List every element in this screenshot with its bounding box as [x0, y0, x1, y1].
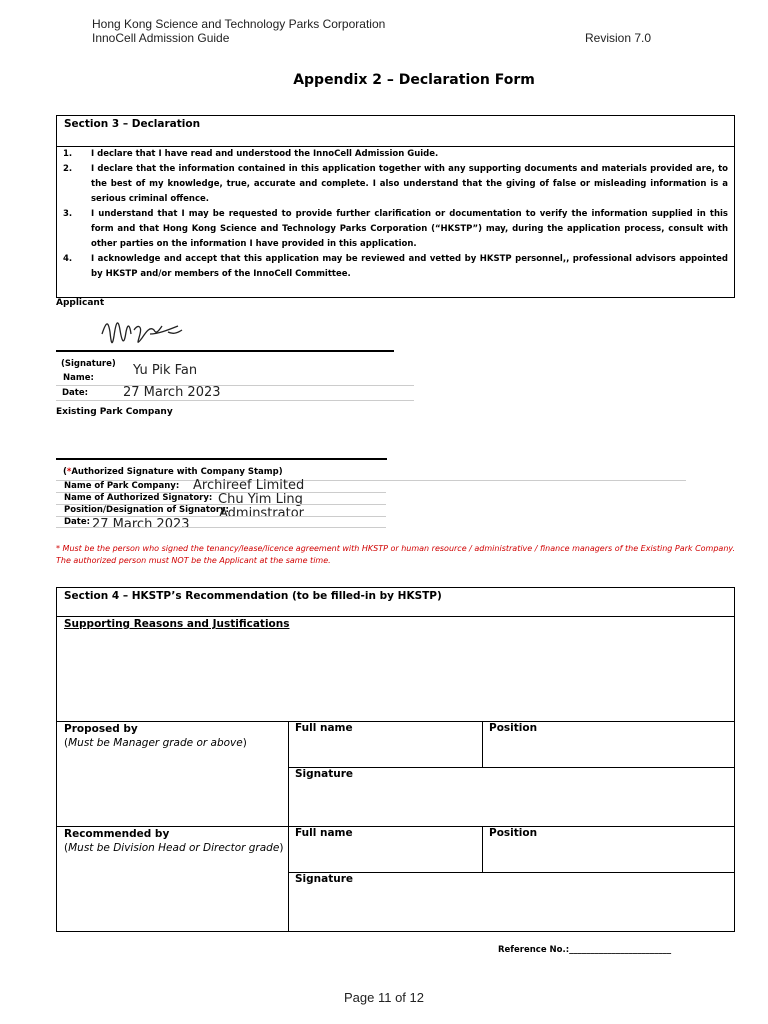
proposed-fullname-label: Full name [295, 722, 353, 734]
header-revision: Revision 7.0 [585, 31, 652, 45]
supporting-reasons-label: Supporting Reasons and Justifications [64, 618, 290, 630]
park-signatory-value: Chu Yim Ling [218, 492, 303, 507]
park-date-value: 27 March 2023 [92, 517, 190, 532]
header-org: Hong Kong Science and Technology Parks Corporation [92, 17, 386, 31]
proposed-note-open: ( [64, 737, 69, 749]
declaration-item [57, 207, 734, 252]
declaration-text: I declare that I have read and understood the InnoCell Admission Guide. [91, 149, 439, 159]
park-position-value: Adminstrator [219, 506, 305, 521]
park-date-label: Date: [64, 517, 91, 527]
section3-box [56, 115, 735, 298]
applicant-signature-label: (Signature) [61, 359, 116, 369]
section4-heading: Section 4 – HKSTP’s Recommendation (to be filled-in by HKSTP) [64, 590, 442, 602]
park-date-underline [56, 527, 386, 528]
declaration-text: I declare that the information contained in this application together with any supporting documents and materials provided are, to the best of my knowledge, true, accurate and complete. I also understand that the giving of false or misleading information is a serious criminal offence. [91, 164, 728, 204]
recommended-by-title: Recommended by [64, 828, 170, 840]
declaration-num: 3. [63, 209, 73, 219]
park-company-name-value: Archireef Limited [193, 478, 305, 493]
recommended-name-pos-divider [482, 826, 483, 872]
applicant-date-value: 27 March 2023 [123, 385, 221, 400]
applicant-name-underline [56, 385, 414, 386]
park-signatory-label: Name of Authorized Signatory: [64, 493, 213, 503]
page-title: Appendix 2 – Declaration Form [293, 72, 535, 88]
applicant-signature-line [56, 350, 394, 352]
proposed-col-divider [288, 721, 289, 827]
park-company-note: * Must be the person who signed the tenancy/lease/licence agreement with HKSTP or human resource / administrative / finance managers of the Existing Park Company. The authorized person must NOT be the Applicant at the same time. [56, 544, 736, 565]
recommended-by-note [64, 841, 283, 855]
park-signature-line [56, 458, 387, 460]
recommended-col-divider [288, 826, 289, 931]
declaration-num: 2. [63, 164, 73, 174]
declaration-text: I understand that I may be requested to provide further clarification or documentation to verify the information supplied in this form and that Hong Kong Science and Technology Parks Corporation (“HKSTP”) may, during the application process, consult with other parties on the information I have provided in this application. [91, 209, 728, 249]
proposed-note-text: Must be Manager grade or above [68, 737, 243, 749]
park-auth-signature-label [63, 467, 283, 477]
recommended-signature-label: Signature [295, 873, 354, 885]
proposed-by-label [64, 722, 247, 750]
proposed-by-note [64, 736, 247, 750]
reference-label: Reference No.: [498, 945, 570, 955]
park-position-label: Position/Designation of Signatory: [64, 505, 229, 515]
park-company-label: Existing Park Company [56, 407, 173, 417]
park-auth-text: Authorized Signature with Company Stamp) [71, 467, 283, 477]
declaration-item [57, 147, 734, 162]
declaration-num: 1. [63, 149, 73, 159]
applicant-name-value: Yu Pik Fan [133, 363, 198, 378]
park-auth-star: * [66, 467, 72, 477]
proposed-signature-label: Signature [295, 768, 354, 780]
proposed-sig-divider [288, 767, 734, 768]
reference-number [498, 945, 671, 955]
recommended-note-text: Must be Division Head or Director grade [68, 842, 280, 854]
applicant-date-underline [56, 400, 414, 401]
applicant-date-label: Date: [62, 388, 89, 398]
recommended-note-open: ( [64, 842, 69, 854]
declaration-list [57, 147, 734, 282]
declaration-text: I acknowledge and accept that this application may be reviewed and vetted by HKSTP personnel,, professional advisors appointed by HKSTP and/or members of the InnoCell Committee. [91, 254, 728, 279]
section3-heading: Section 3 – Declaration [64, 118, 201, 130]
proposed-note-close: ) [242, 737, 247, 749]
recommended-sig-divider [288, 872, 734, 873]
declaration-num: 4. [63, 254, 73, 264]
park-company-name-label: Name of Park Company: [64, 481, 180, 491]
recommended-by-label [64, 827, 283, 855]
recommended-position-label: Position [489, 827, 538, 839]
park-auth-open: ( [63, 467, 67, 477]
recommended-fullname-label: Full name [295, 827, 353, 839]
applicant-label: Applicant [56, 298, 105, 308]
section4-box [56, 587, 735, 932]
applicant-signature-image [98, 312, 188, 352]
proposed-position-label: Position [489, 722, 538, 734]
declaration-item [57, 162, 734, 207]
declaration-item [57, 252, 734, 282]
applicant-name-label: Name: [63, 373, 94, 383]
section4-divider [57, 616, 734, 617]
header-guide: InnoCell Admission Guide [92, 31, 230, 45]
reference-blank: ________________________ [569, 945, 672, 955]
proposed-by-title: Proposed by [64, 723, 138, 735]
recommended-note-close: ) [279, 842, 284, 854]
page-number: Page 11 of 12 [344, 990, 424, 1005]
proposed-name-pos-divider [482, 721, 483, 767]
